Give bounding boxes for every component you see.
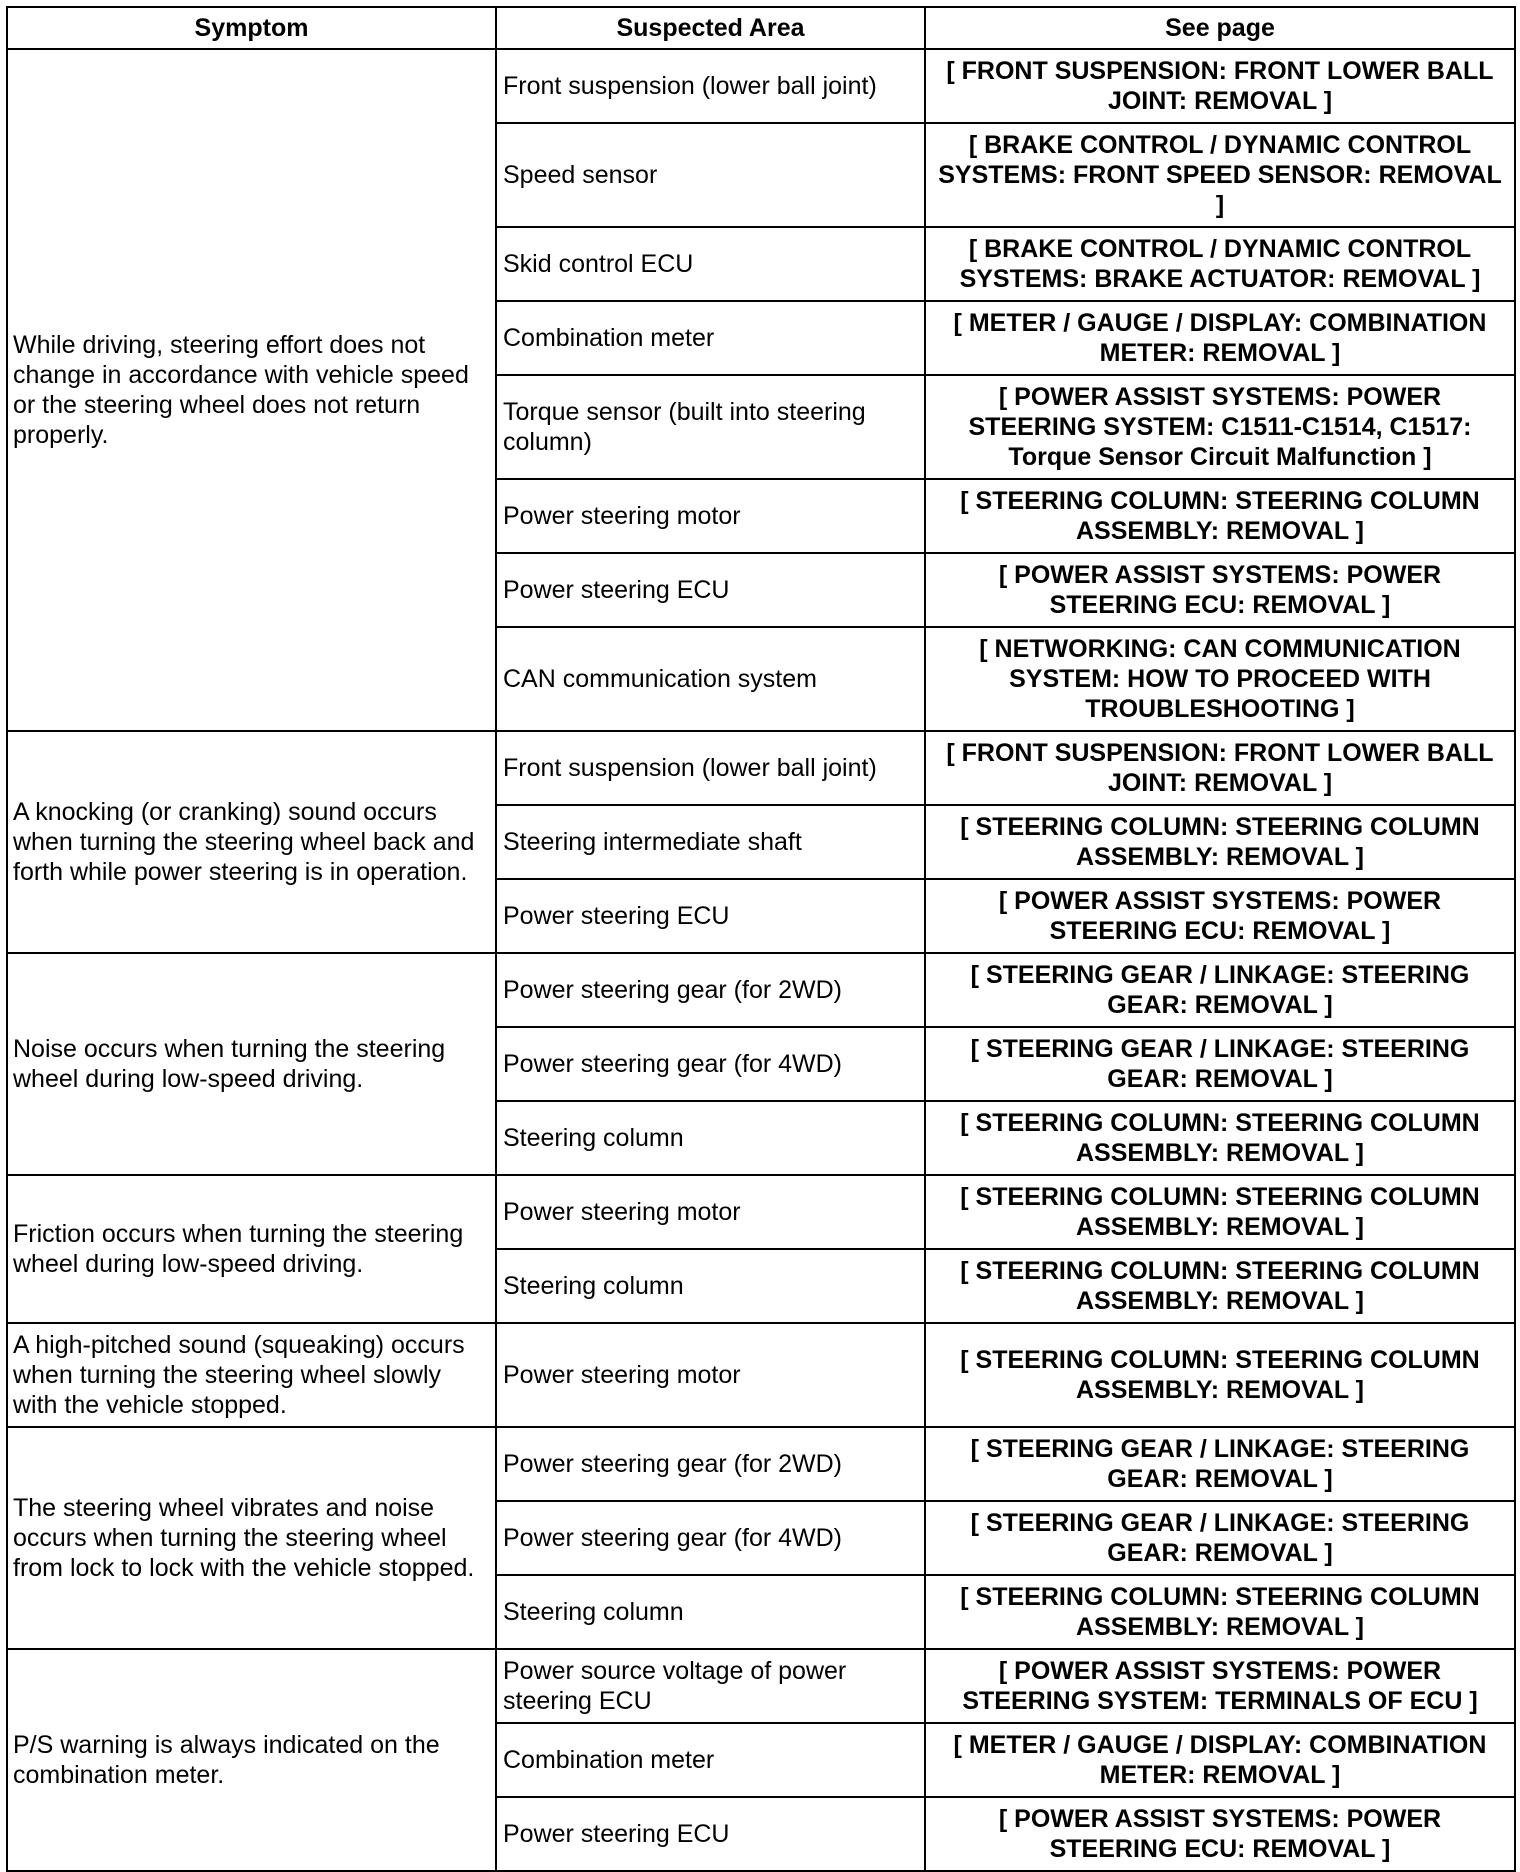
page-ref-cell: [ STEERING COLUMN: STEERING COLUMN ASSEMBLY: REMOVAL ] [925,1575,1515,1649]
area-cell: Power steering ECU [496,1797,925,1871]
area-cell: Combination meter [496,1723,925,1797]
page-ref-cell: [ METER / GAUGE / DISPLAY: COMBINATION METER: REMOVAL ] [925,1723,1515,1797]
page-ref-cell: [ STEERING GEAR / LINKAGE: STEERING GEAR: REMOVAL ] [925,1501,1515,1575]
page-ref-cell: [ STEERING COLUMN: STEERING COLUMN ASSEMBLY: REMOVAL ] [925,479,1515,553]
area-cell: Power steering ECU [496,879,925,953]
area-cell: CAN communication system [496,627,925,731]
area-cell: Combination meter [496,301,925,375]
page-ref-cell: [ STEERING COLUMN: STEERING COLUMN ASSEMBLY: REMOVAL ] [925,1175,1515,1249]
area-cell: Steering intermediate shaft [496,805,925,879]
page-ref-cell: [ STEERING GEAR / LINKAGE: STEERING GEAR: REMOVAL ] [925,953,1515,1027]
table-row [7,1323,1515,1427]
area-cell: Power steering motor [496,1175,925,1249]
header-suspected-area: Suspected Area [496,7,925,49]
area-cell: Skid control ECU [496,227,925,301]
page-ref-cell: [ POWER ASSIST SYSTEMS: POWER STEERING ECU: REMOVAL ] [925,1797,1515,1871]
header-symptom: Symptom [7,7,496,49]
page-ref-cell: [ STEERING COLUMN: STEERING COLUMN ASSEMBLY: REMOVAL ] [925,805,1515,879]
symptom-cell: Noise occurs when turning the steering wheel during low-speed driving. [7,953,496,1175]
area-cell: Power steering gear (for 2WD) [496,953,925,1027]
page-ref-cell: [ BRAKE CONTROL / DYNAMIC CONTROL SYSTEMS: BRAKE ACTUATOR: REMOVAL ] [925,227,1515,301]
area-cell: Speed sensor [496,123,925,227]
troubleshooting-table [6,6,1516,1872]
page-ref-cell: [ METER / GAUGE / DISPLAY: COMBINATION METER: REMOVAL ] [925,301,1515,375]
page-ref-cell: [ POWER ASSIST SYSTEMS: POWER STEERING ECU: REMOVAL ] [925,553,1515,627]
area-cell: Steering column [496,1249,925,1323]
area-cell: Power steering motor [496,479,925,553]
area-cell: Power steering ECU [496,553,925,627]
header-row [7,7,1515,49]
symptom-cell: A knocking (or cranking) sound occurs when turning the steering wheel back and forth while power steering is in operation. [7,731,496,953]
page-ref-cell: [ BRAKE CONTROL / DYNAMIC CONTROL SYSTEMS: FRONT SPEED SENSOR: REMOVAL ] [925,123,1515,227]
area-cell: Power steering gear (for 4WD) [496,1027,925,1101]
page-ref-cell: [ STEERING COLUMN: STEERING COLUMN ASSEMBLY: REMOVAL ] [925,1323,1515,1427]
table-row [7,49,1515,123]
troubleshooting-table-container [6,6,1514,1872]
page-ref-cell: [ POWER ASSIST SYSTEMS: POWER STEERING SYSTEM: C1511-C1514, C1517: Torque Sensor Circuit Malfunction ] [925,375,1515,479]
area-cell: Power source voltage of power steering ECU [496,1649,925,1723]
area-cell: Torque sensor (built into steering column) [496,375,925,479]
area-cell: Steering column [496,1575,925,1649]
page-ref-cell: [ STEERING COLUMN: STEERING COLUMN ASSEMBLY: REMOVAL ] [925,1249,1515,1323]
page-ref-cell: [ FRONT SUSPENSION: FRONT LOWER BALL JOINT: REMOVAL ] [925,49,1515,123]
page-ref-cell: [ STEERING GEAR / LINKAGE: STEERING GEAR: REMOVAL ] [925,1427,1515,1501]
symptom-cell: While driving, steering effort does not change in accordance with vehicle speed or the steering wheel does not return properly. [7,49,496,731]
page-ref-cell: [ STEERING GEAR / LINKAGE: STEERING GEAR: REMOVAL ] [925,1027,1515,1101]
area-cell: Front suspension (lower ball joint) [496,49,925,123]
area-cell: Power steering motor [496,1323,925,1427]
page-ref-cell: [ POWER ASSIST SYSTEMS: POWER STEERING SYSTEM: TERMINALS OF ECU ] [925,1649,1515,1723]
page-ref-cell: [ NETWORKING: CAN COMMUNICATION SYSTEM: HOW TO PROCEED WITH TROUBLESHOOTING ] [925,627,1515,731]
area-cell: Steering column [496,1101,925,1175]
table-row [7,1427,1515,1501]
table-row [7,1649,1515,1723]
table-row [7,953,1515,1027]
symptom-cell: A high-pitched sound (squeaking) occurs when turning the steering wheel slowly with the vehicle stopped. [7,1323,496,1427]
header-see-page: See page [925,7,1515,49]
symptom-cell: Friction occurs when turning the steering wheel during low-speed driving. [7,1175,496,1323]
page-ref-cell: [ STEERING COLUMN: STEERING COLUMN ASSEMBLY: REMOVAL ] [925,1101,1515,1175]
symptom-cell: The steering wheel vibrates and noise occurs when turning the steering wheel from lock to lock with the vehicle stopped. [7,1427,496,1649]
table-row [7,1175,1515,1249]
area-cell: Power steering gear (for 4WD) [496,1501,925,1575]
page-ref-cell: [ POWER ASSIST SYSTEMS: POWER STEERING ECU: REMOVAL ] [925,879,1515,953]
area-cell: Power steering gear (for 2WD) [496,1427,925,1501]
area-cell: Front suspension (lower ball joint) [496,731,925,805]
table-row [7,731,1515,805]
symptom-cell: P/S warning is always indicated on the combination meter. [7,1649,496,1871]
page-ref-cell: [ FRONT SUSPENSION: FRONT LOWER BALL JOINT: REMOVAL ] [925,731,1515,805]
